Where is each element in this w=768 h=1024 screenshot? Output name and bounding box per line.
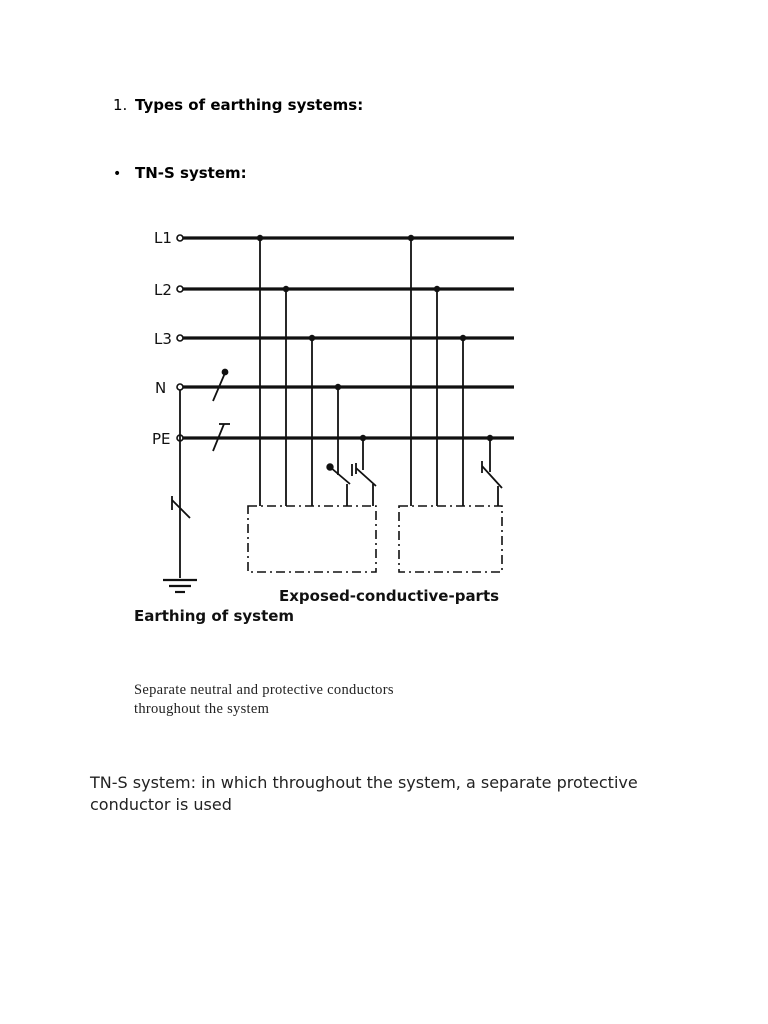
description-paragraph: TN-S system: in which throughout the system, a separate protective conductor is used (90, 773, 638, 814)
caption-line-1: Separate neutral and protective conductors (134, 682, 394, 698)
list-number: 1. (113, 96, 128, 114)
conductor-label-n: N (155, 379, 167, 397)
heading-text: Types of earthing systems: (135, 96, 364, 114)
group2-switch-icon (482, 461, 502, 488)
exposed-conductive-part-box-1 (248, 506, 376, 572)
exposed-conductive-part-box-2 (399, 506, 502, 572)
conductor-label-pe: PE (152, 430, 171, 448)
earth-symbol-icon (163, 580, 197, 592)
conductor-label-l1: L1 (154, 229, 172, 247)
group1-switch-icons (327, 463, 376, 486)
earthing-conductor (172, 390, 190, 578)
caption-line-2: throughout the system (134, 701, 270, 717)
bullet-text: TN-S system: (135, 164, 247, 182)
conductor-label-l3: L3 (154, 330, 172, 348)
exposed-parts-label: Exposed-conductive-parts (279, 587, 500, 605)
earthing-label: Earthing of system (134, 607, 295, 625)
conductor-label-l2: L2 (154, 281, 172, 299)
bullet-icon: • (113, 166, 122, 182)
group2-drops (411, 238, 498, 506)
diagram-caption (134, 681, 474, 719)
